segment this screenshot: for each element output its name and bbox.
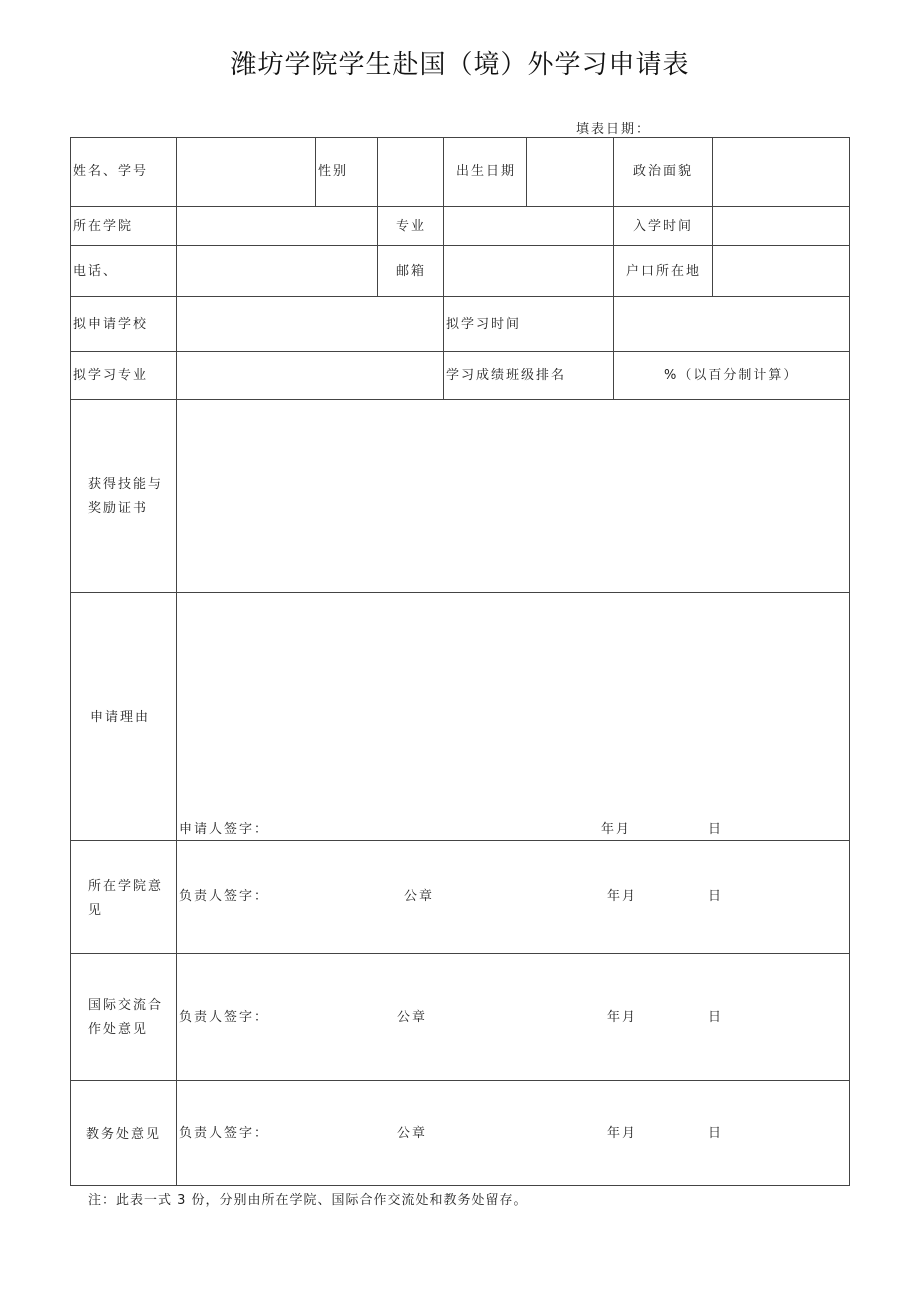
college-day: 日 [708, 889, 724, 904]
college-responsible-sign: 负责人签字： [179, 889, 270, 904]
intl-year-month: 年月 [607, 1010, 638, 1025]
row-line [70, 840, 850, 841]
col-line [443, 137, 444, 399]
row-line [70, 351, 850, 352]
label-target-school: 拟申请学校 [73, 317, 149, 332]
col-line [526, 137, 527, 206]
label-reason: 申请理由 [90, 710, 151, 725]
col-line [712, 137, 713, 296]
table-border-right [849, 137, 850, 1186]
academic-year-month: 年月 [607, 1126, 638, 1141]
col-line [377, 137, 378, 296]
label-column-line [176, 137, 177, 1186]
label-major: 专业 [396, 219, 427, 234]
application-form-table [70, 137, 850, 1186]
label-class-rank: 学习成绩班级排名 [446, 368, 567, 383]
table-border-bottom [70, 1185, 850, 1186]
intl-seal: 公章 [397, 1010, 428, 1025]
academic-day: 日 [708, 1126, 724, 1141]
college-year-month: 年月 [607, 889, 638, 904]
col-line [613, 137, 614, 399]
row-line [70, 592, 850, 593]
page-title: 潍坊学院学生赴国（境）外学习申请表 [230, 50, 690, 80]
table-border-left [70, 137, 71, 1186]
label-political-status: 政治面貌 [633, 164, 694, 179]
footnote: 注：此表一式 3 份，分别由所在学院、国际合作交流处和教务处留存。 [88, 1193, 528, 1208]
label-birth-date: 出生日期 [456, 164, 517, 179]
label-name-id: 姓名、学号 [73, 164, 149, 179]
label-enroll-time: 入学时间 [633, 219, 694, 234]
label-college-opinion: 所在学院意见 [88, 879, 164, 918]
row-line [70, 296, 850, 297]
college-seal: 公章 [404, 889, 435, 904]
academic-responsible-sign: 负责人签字： [179, 1126, 270, 1141]
label-email: 邮箱 [396, 264, 427, 279]
col-line [315, 137, 316, 206]
row-line [70, 206, 850, 207]
row-line [70, 399, 850, 400]
label-gender: 性别 [318, 164, 349, 179]
academic-seal: 公章 [397, 1126, 428, 1141]
label-study-time: 拟学习时间 [446, 317, 522, 332]
label-academic-opinion: 教务处意见 [86, 1127, 162, 1142]
intl-responsible-sign: 负责人签字： [179, 1010, 270, 1025]
fill-date-label: 填表日期： [576, 122, 652, 137]
label-phone: 电话、 [73, 264, 119, 279]
intl-day: 日 [708, 1010, 724, 1025]
table-border-top [70, 137, 850, 138]
row-line [70, 953, 850, 954]
label-intl-opinion: 国际交流合作处意见 [88, 998, 164, 1037]
row-line [70, 1080, 850, 1081]
label-hukou: 户口所在地 [626, 264, 702, 279]
row-line [70, 245, 850, 246]
rank-unit-text: %（以百分制计算） [664, 368, 799, 383]
label-skills-awards: 获得技能与奖励证书 [88, 477, 164, 516]
applicant-year-month: 年月 [601, 822, 632, 837]
label-college: 所在学院 [73, 219, 134, 234]
label-target-major: 拟学习专业 [73, 368, 149, 383]
applicant-day: 日 [708, 822, 724, 837]
applicant-sign-label: 申请人签字： [179, 822, 270, 837]
